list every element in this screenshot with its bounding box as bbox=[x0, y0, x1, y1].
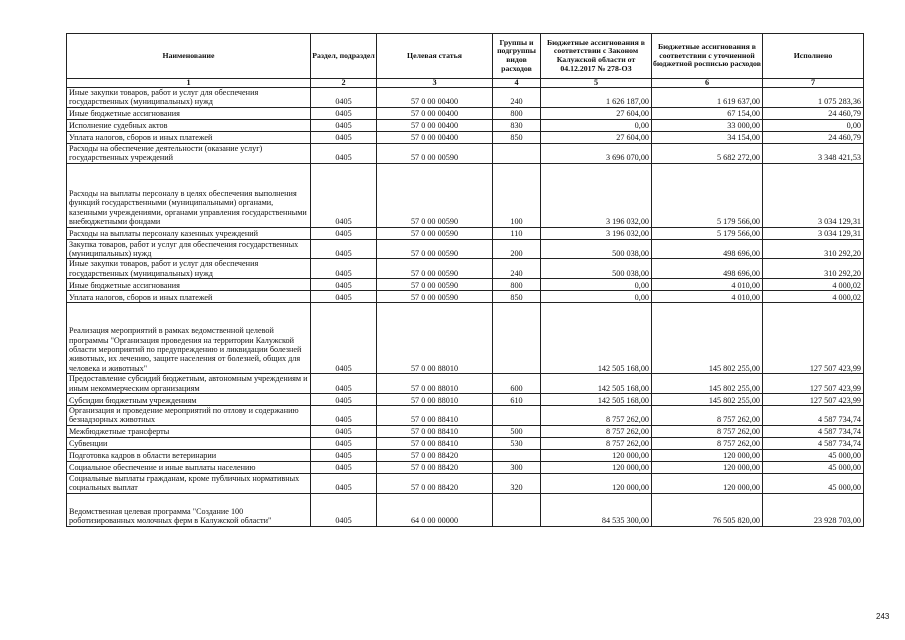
row-law-amount: 500 038,00 bbox=[541, 239, 652, 259]
header-law: Бюджетные ассигнования в соответствии с Законом Калужской области от 04.12.2017 № 278-ОЗ bbox=[541, 34, 652, 79]
row-law-amount: 500 038,00 bbox=[541, 259, 652, 279]
row-refined-amount: 498 696,00 bbox=[652, 239, 763, 259]
row-refined-amount: 8 757 262,00 bbox=[652, 406, 763, 426]
table-row bbox=[67, 239, 864, 259]
table-row bbox=[67, 493, 864, 526]
table-body bbox=[67, 88, 864, 527]
row-law-amount: 8 757 262,00 bbox=[541, 437, 652, 449]
row-law-amount: 142 505 168,00 bbox=[541, 394, 652, 406]
row-target-article: 57 0 00 88410 bbox=[377, 437, 493, 449]
header-refined: Бюджетные ассигнования в соответствии с уточненной бюджетной росписью расходов bbox=[652, 34, 763, 79]
row-refined-amount: 8 757 262,00 bbox=[652, 437, 763, 449]
row-refined-amount: 120 000,00 bbox=[652, 473, 763, 493]
row-expense-group: 830 bbox=[493, 119, 541, 131]
row-section: 0405 bbox=[311, 394, 377, 406]
table-row bbox=[67, 473, 864, 493]
row-expense-group: 500 bbox=[493, 425, 541, 437]
row-executed-amount: 45 000,00 bbox=[763, 473, 864, 493]
row-target-article: 57 0 00 00590 bbox=[377, 259, 493, 279]
row-refined-amount: 498 696,00 bbox=[652, 259, 763, 279]
row-section: 0405 bbox=[311, 227, 377, 239]
row-name: Уплата налогов, сборов и иных платежей bbox=[67, 291, 311, 303]
row-expense-group: 610 bbox=[493, 394, 541, 406]
row-law-amount: 8 757 262,00 bbox=[541, 406, 652, 426]
row-section: 0405 bbox=[311, 131, 377, 143]
row-refined-amount: 76 505 820,00 bbox=[652, 493, 763, 526]
row-name: Исполнение судебных актов bbox=[67, 119, 311, 131]
table-row bbox=[67, 88, 864, 108]
row-refined-amount: 120 000,00 bbox=[652, 449, 763, 461]
table-row bbox=[67, 107, 864, 119]
row-target-article: 57 0 00 88010 bbox=[377, 374, 493, 394]
row-target-article: 57 0 00 00590 bbox=[377, 143, 493, 163]
column-number: 6 bbox=[652, 79, 763, 88]
row-name: Расходы на выплаты персоналу казенных учреждений bbox=[67, 227, 311, 239]
row-law-amount: 84 535 300,00 bbox=[541, 493, 652, 526]
row-expense-group: 850 bbox=[493, 291, 541, 303]
row-target-article: 57 0 00 88420 bbox=[377, 473, 493, 493]
row-refined-amount: 145 802 255,00 bbox=[652, 303, 763, 374]
row-executed-amount: 1 075 283,36 bbox=[763, 88, 864, 108]
table-row bbox=[67, 163, 864, 227]
row-target-article: 57 0 00 88010 bbox=[377, 394, 493, 406]
column-number: 3 bbox=[377, 79, 493, 88]
row-executed-amount: 4 587 734,74 bbox=[763, 406, 864, 426]
row-expense-group: 800 bbox=[493, 107, 541, 119]
header-executed: Исполнено bbox=[763, 34, 864, 79]
row-section: 0405 bbox=[311, 374, 377, 394]
row-executed-amount: 127 507 423,99 bbox=[763, 394, 864, 406]
table-row bbox=[67, 279, 864, 291]
row-target-article: 57 0 00 88410 bbox=[377, 425, 493, 437]
row-target-article: 57 0 00 00400 bbox=[377, 119, 493, 131]
row-executed-amount: 24 460,79 bbox=[763, 131, 864, 143]
row-name: Уплата налогов, сборов и иных платежей bbox=[67, 131, 311, 143]
row-executed-amount: 127 507 423,99 bbox=[763, 374, 864, 394]
table-row bbox=[67, 437, 864, 449]
row-expense-group: 200 bbox=[493, 239, 541, 259]
row-refined-amount: 1 619 637,00 bbox=[652, 88, 763, 108]
row-executed-amount: 3 034 129,31 bbox=[763, 227, 864, 239]
row-expense-group bbox=[493, 449, 541, 461]
row-law-amount: 0,00 bbox=[541, 291, 652, 303]
row-executed-amount: 3 348 421,53 bbox=[763, 143, 864, 163]
table-row bbox=[67, 449, 864, 461]
table-row bbox=[67, 131, 864, 143]
row-section: 0405 bbox=[311, 279, 377, 291]
row-refined-amount: 8 757 262,00 bbox=[652, 425, 763, 437]
row-section: 0405 bbox=[311, 259, 377, 279]
table-row bbox=[67, 227, 864, 239]
row-law-amount: 0,00 bbox=[541, 279, 652, 291]
row-executed-amount: 310 292,20 bbox=[763, 259, 864, 279]
column-number: 1 bbox=[67, 79, 311, 88]
table-row bbox=[67, 259, 864, 279]
row-executed-amount: 23 928 703,00 bbox=[763, 493, 864, 526]
row-executed-amount: 310 292,20 bbox=[763, 239, 864, 259]
row-law-amount: 0,00 bbox=[541, 119, 652, 131]
row-name: Иные бюджетные ассигнования bbox=[67, 279, 311, 291]
row-name: Социальные выплаты гражданам, кроме публичных нормативных социальных выплат bbox=[67, 473, 311, 493]
column-number: 2 bbox=[311, 79, 377, 88]
table-row bbox=[67, 119, 864, 131]
row-name: Социальное обеспечение и иные выплаты населению bbox=[67, 461, 311, 473]
row-section: 0405 bbox=[311, 88, 377, 108]
row-section: 0405 bbox=[311, 291, 377, 303]
row-law-amount: 142 505 168,00 bbox=[541, 303, 652, 374]
row-refined-amount: 145 802 255,00 bbox=[652, 374, 763, 394]
row-section: 0405 bbox=[311, 143, 377, 163]
row-refined-amount: 4 010,00 bbox=[652, 279, 763, 291]
table-row bbox=[67, 143, 864, 163]
row-executed-amount: 3 034 129,31 bbox=[763, 163, 864, 227]
row-expense-group: 240 bbox=[493, 259, 541, 279]
row-target-article: 57 0 00 88420 bbox=[377, 461, 493, 473]
row-law-amount: 3 696 070,00 bbox=[541, 143, 652, 163]
row-executed-amount: 4 587 734,74 bbox=[763, 437, 864, 449]
row-section: 0405 bbox=[311, 107, 377, 119]
row-expense-group: 530 bbox=[493, 437, 541, 449]
row-name: Организация и проведение мероприятий по отлову и содержанию безнадзорных животных bbox=[67, 406, 311, 426]
row-refined-amount: 4 010,00 bbox=[652, 291, 763, 303]
row-target-article: 57 0 00 00590 bbox=[377, 239, 493, 259]
row-law-amount: 120 000,00 bbox=[541, 449, 652, 461]
row-section: 0405 bbox=[311, 239, 377, 259]
table-row bbox=[67, 303, 864, 374]
row-expense-group: 320 bbox=[493, 473, 541, 493]
row-executed-amount: 24 460,79 bbox=[763, 107, 864, 119]
row-expense-group bbox=[493, 406, 541, 426]
row-expense-group bbox=[493, 303, 541, 374]
table-row bbox=[67, 425, 864, 437]
row-executed-amount: 4 000,02 bbox=[763, 291, 864, 303]
row-executed-amount: 0,00 bbox=[763, 119, 864, 131]
row-name: Расходы на обеспечение деятельности (оказание услуг) государственных учреждений bbox=[67, 143, 311, 163]
row-name: Реализация мероприятий в рамках ведомственной целевой программы "Организация проведения на территории Калужской области мероприятий по предупреждению и ликвидации болезней животных, их лечению, защите населения от болезней, общих для человека и животных" bbox=[67, 303, 311, 374]
row-refined-amount: 5 682 272,00 bbox=[652, 143, 763, 163]
row-refined-amount: 5 179 566,00 bbox=[652, 227, 763, 239]
row-name: Иные закупки товаров, работ и услуг для обеспечения государственных (муниципальных) нужд bbox=[67, 88, 311, 108]
row-law-amount: 27 604,00 bbox=[541, 107, 652, 119]
row-refined-amount: 120 000,00 bbox=[652, 461, 763, 473]
row-expense-group: 300 bbox=[493, 461, 541, 473]
row-target-article: 57 0 00 00590 bbox=[377, 227, 493, 239]
row-name: Расходы на выплаты персоналу в целях обеспечения выполнения функций государственными (муниципальными) органами, казенными учреждениями, органами управления государственными внебюджетными фондами bbox=[67, 163, 311, 227]
table-row bbox=[67, 461, 864, 473]
row-expense-group: 100 bbox=[493, 163, 541, 227]
column-number: 7 bbox=[763, 79, 864, 88]
column-number: 4 bbox=[493, 79, 541, 88]
row-target-article: 57 0 00 88420 bbox=[377, 449, 493, 461]
row-refined-amount: 33 000,00 bbox=[652, 119, 763, 131]
row-name: Межбюджетные трансферты bbox=[67, 425, 311, 437]
row-name: Иные закупки товаров, работ и услуг для обеспечения государственных (муниципальных) нужд bbox=[67, 259, 311, 279]
row-target-article: 57 0 00 00400 bbox=[377, 131, 493, 143]
row-law-amount: 3 196 032,00 bbox=[541, 227, 652, 239]
row-executed-amount: 4 000,02 bbox=[763, 279, 864, 291]
row-name: Закупка товаров, работ и услуг для обеспечения государственных (муниципальных) нужд bbox=[67, 239, 311, 259]
header-name: Наименование bbox=[67, 34, 311, 79]
row-name: Иные бюджетные ассигнования bbox=[67, 107, 311, 119]
row-expense-group bbox=[493, 143, 541, 163]
row-section: 0405 bbox=[311, 493, 377, 526]
row-target-article: 57 0 00 88410 bbox=[377, 406, 493, 426]
row-name: Подготовка кадров в области ветеринарии bbox=[67, 449, 311, 461]
row-target-article: 57 0 00 00590 bbox=[377, 279, 493, 291]
page-number: 243 bbox=[876, 612, 890, 621]
row-target-article: 57 0 00 88010 bbox=[377, 303, 493, 374]
row-section: 0405 bbox=[311, 461, 377, 473]
row-refined-amount: 67 154,00 bbox=[652, 107, 763, 119]
row-refined-amount: 5 179 566,00 bbox=[652, 163, 763, 227]
header-target: Целевая статья bbox=[377, 34, 493, 79]
table-row bbox=[67, 291, 864, 303]
table-row bbox=[67, 394, 864, 406]
row-target-article: 57 0 00 00590 bbox=[377, 163, 493, 227]
header-groups: Группы и подгруппы видов расходов bbox=[493, 34, 541, 79]
row-section: 0405 bbox=[311, 437, 377, 449]
row-law-amount: 142 505 168,00 bbox=[541, 374, 652, 394]
column-number: 5 bbox=[541, 79, 652, 88]
row-expense-group: 110 bbox=[493, 227, 541, 239]
row-section: 0405 bbox=[311, 119, 377, 131]
header-row bbox=[67, 34, 864, 79]
row-name: Субсидии бюджетным учреждениям bbox=[67, 394, 311, 406]
row-refined-amount: 34 154,00 bbox=[652, 131, 763, 143]
row-expense-group: 600 bbox=[493, 374, 541, 394]
row-executed-amount: 4 587 734,74 bbox=[763, 425, 864, 437]
row-law-amount: 8 757 262,00 bbox=[541, 425, 652, 437]
row-name: Ведомственная целевая программа "Создание 100 роботизированных молочных ферм в Калужской области" bbox=[67, 493, 311, 526]
row-name: Субвенции bbox=[67, 437, 311, 449]
column-number-row bbox=[67, 79, 864, 88]
row-target-article: 57 0 00 00400 bbox=[377, 107, 493, 119]
row-target-article: 64 0 00 00000 bbox=[377, 493, 493, 526]
row-section: 0405 bbox=[311, 303, 377, 374]
row-law-amount: 120 000,00 bbox=[541, 473, 652, 493]
row-expense-group: 800 bbox=[493, 279, 541, 291]
header-section: Раздел, подраздел bbox=[311, 34, 377, 79]
table-row bbox=[67, 406, 864, 426]
row-executed-amount: 45 000,00 bbox=[763, 449, 864, 461]
row-expense-group: 240 bbox=[493, 88, 541, 108]
row-target-article: 57 0 00 00400 bbox=[377, 88, 493, 108]
row-executed-amount: 127 507 423,99 bbox=[763, 303, 864, 374]
row-executed-amount: 45 000,00 bbox=[763, 461, 864, 473]
row-law-amount: 1 626 187,00 bbox=[541, 88, 652, 108]
row-target-article: 57 0 00 00590 bbox=[377, 291, 493, 303]
row-section: 0405 bbox=[311, 449, 377, 461]
row-law-amount: 3 196 032,00 bbox=[541, 163, 652, 227]
row-section: 0405 bbox=[311, 425, 377, 437]
row-section: 0405 bbox=[311, 473, 377, 493]
row-refined-amount: 145 802 255,00 bbox=[652, 394, 763, 406]
row-section: 0405 bbox=[311, 163, 377, 227]
row-expense-group: 850 bbox=[493, 131, 541, 143]
row-section: 0405 bbox=[311, 406, 377, 426]
row-expense-group bbox=[493, 493, 541, 526]
row-law-amount: 27 604,00 bbox=[541, 131, 652, 143]
table-row bbox=[67, 374, 864, 394]
row-name: Предоставление субсидий бюджетным, автономным учреждениям и иным некоммерческим организациям bbox=[67, 374, 311, 394]
budget-table bbox=[66, 33, 864, 527]
row-law-amount: 120 000,00 bbox=[541, 461, 652, 473]
